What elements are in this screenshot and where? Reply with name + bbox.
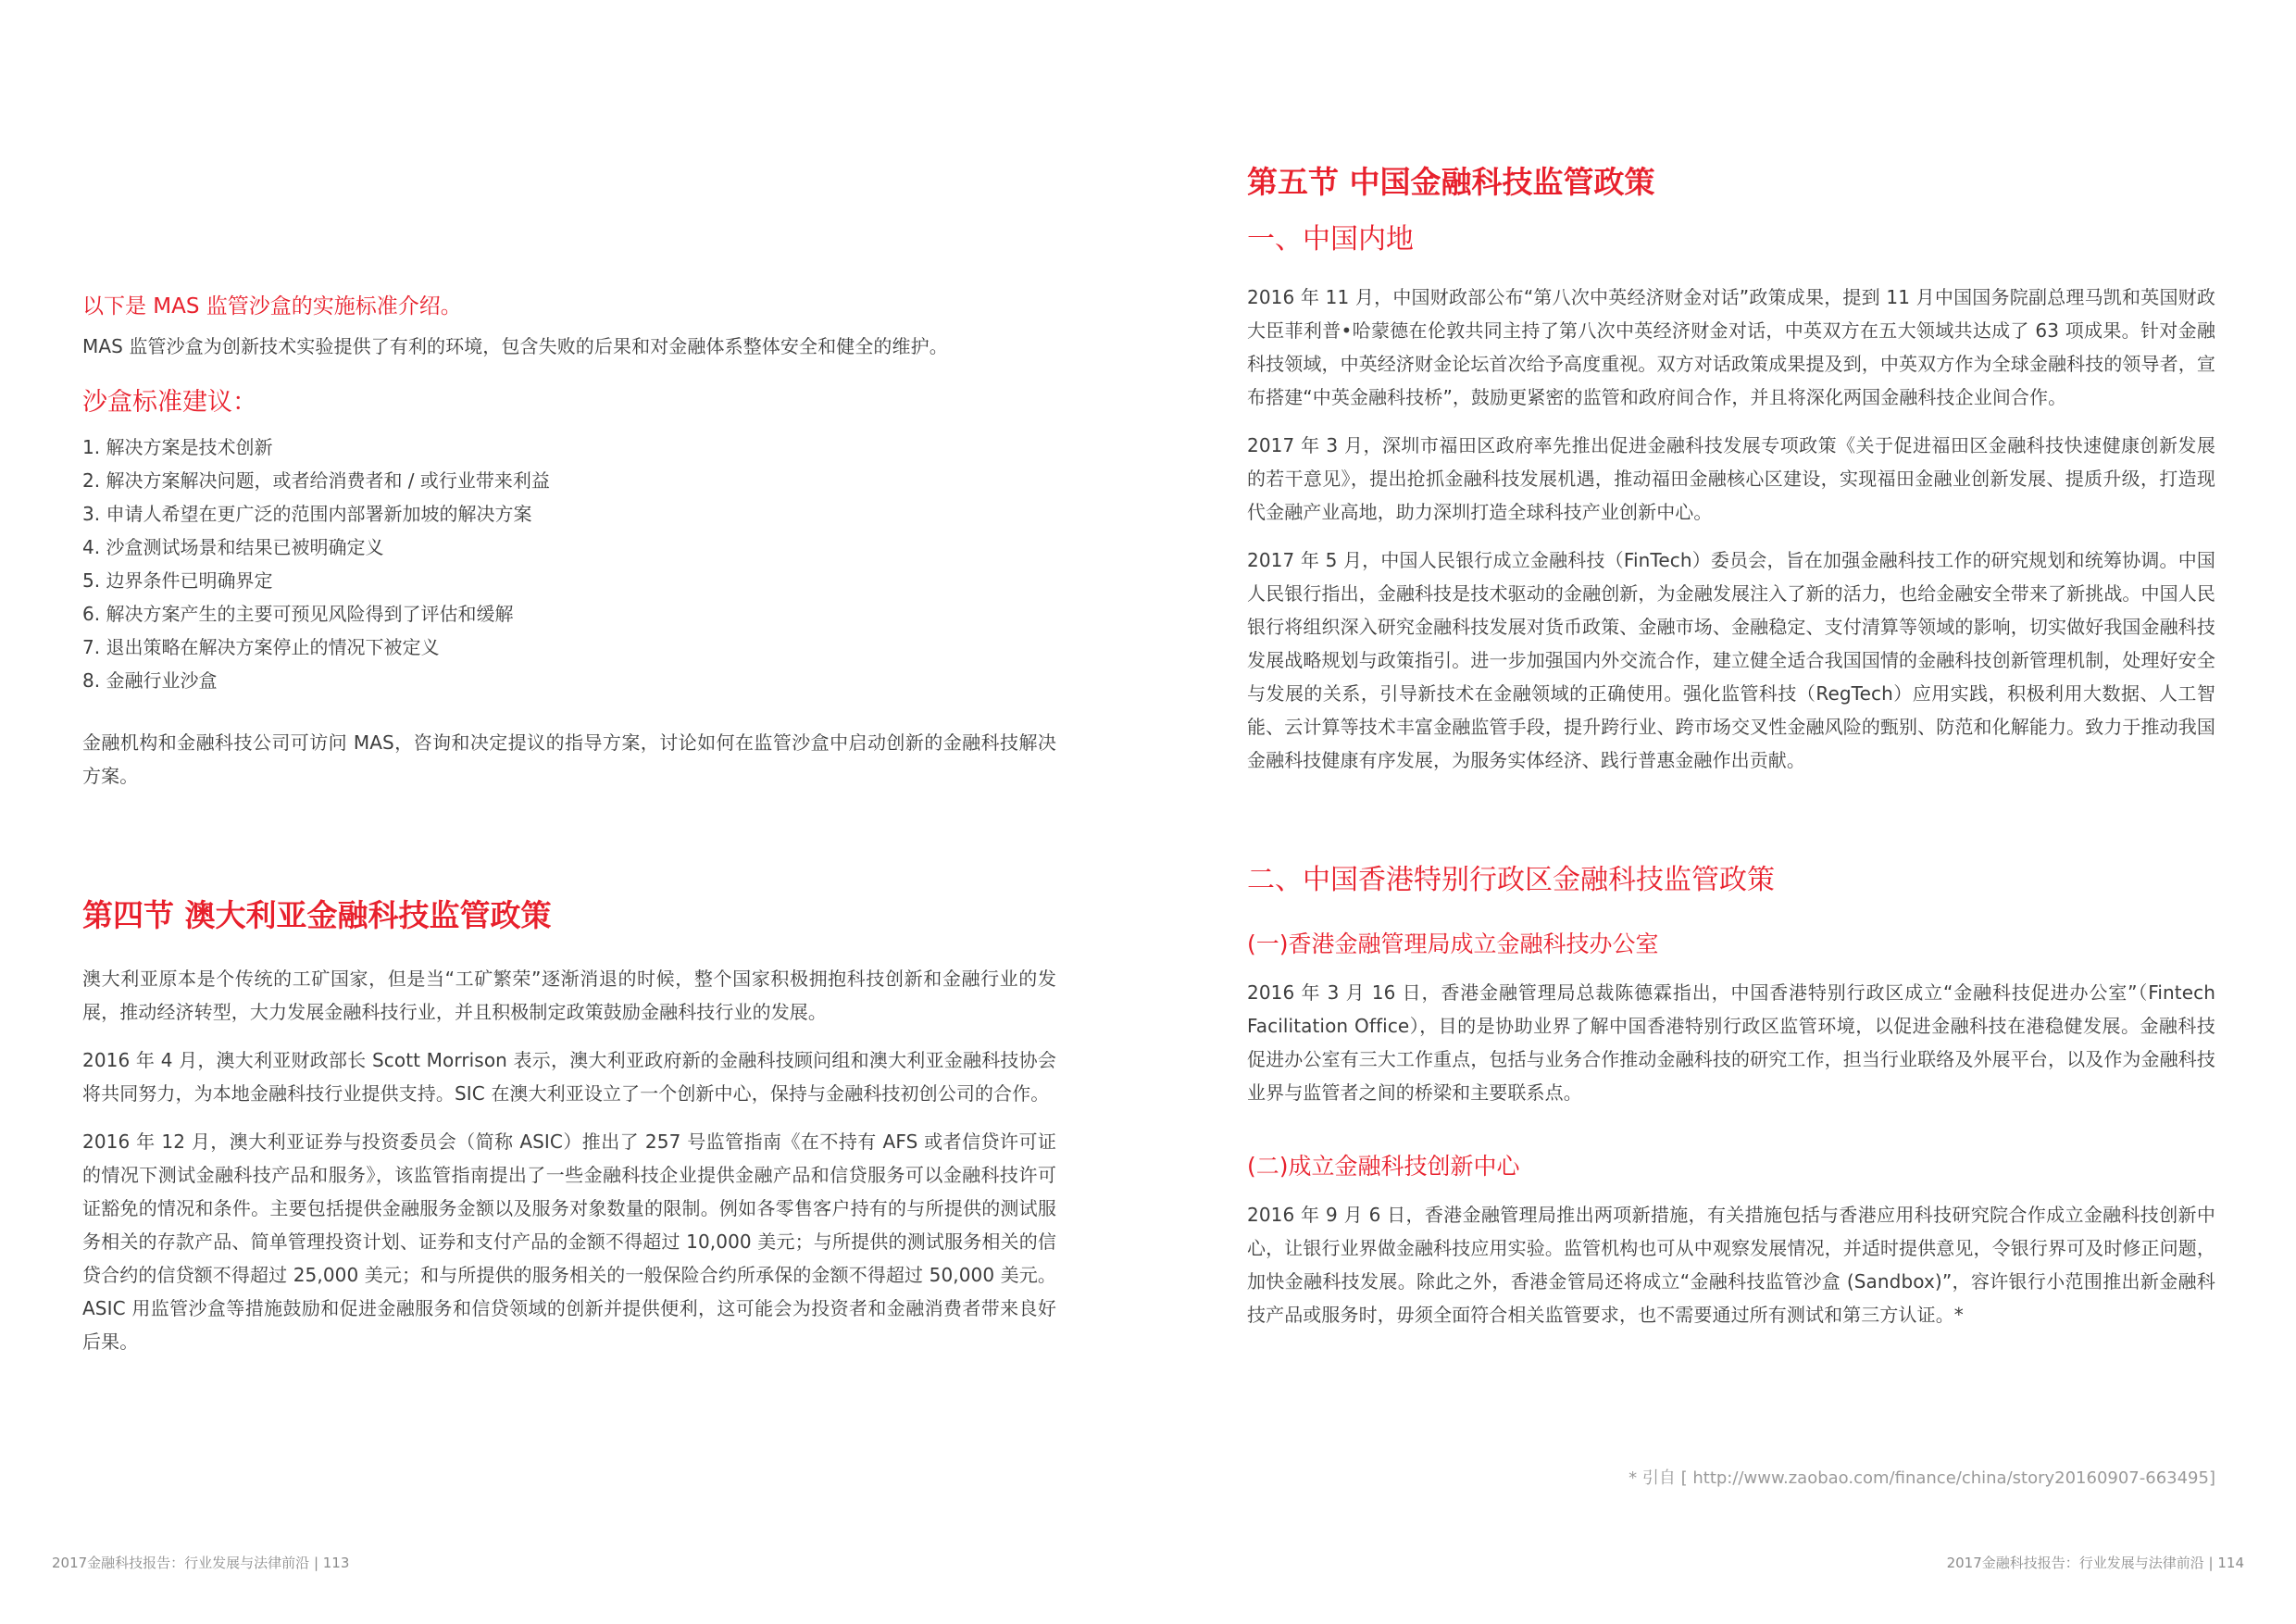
section5-title: 第五节 中国金融科技监管政策 <box>1247 164 1655 200</box>
item1-title: (一)香港金融管理局成立金融科技办公室 <box>1247 931 1659 957</box>
criteria-item: 3. 申请人希望在更广泛的范围内部署新加坡的解决方案 <box>82 503 532 525</box>
section4-paragraph: 2016 年 4 月，澳大利亚财政部长 Scott Morrison 表示，澳大利亚政府新的金融科技顾问组和澳大利亚金融科技协会将共同努力，为本地金融科技行业提供支持。SIC 在澳大利亚设立了一个创新中心，保持与金融科技初创公司的合作。 <box>82 1049 1056 1105</box>
criteria-item: 1. 解决方案是技术创新 <box>82 436 273 458</box>
footer-page-114: 2017金融科技报告：行业发展与法律前沿 | 114 <box>1946 1555 2244 1571</box>
criteria-list <box>82 431 1056 697</box>
section4-title: 第四节 澳大利亚金融科技监管政策 <box>82 897 552 933</box>
criteria-item: 5. 边界条件已明确界定 <box>82 569 273 592</box>
part1-paragraph: 2017 年 3 月，深圳市福田区政府率先推出促进金融科技发展专项政策《关于促进福田区金融科技快速健康创新发展的若干意见》，提出抢抓金融科技发展机遇，推动福田金融核心区建设，实现福田金融业创新发展、提质升级，打造现代金融产业高地，助力深圳打造全球科技产业创新中心。 <box>1247 434 2215 523</box>
part2-title: 二、中国香港特别行政区金融科技监管政策 <box>1247 864 1775 896</box>
criteria-block <box>82 387 1056 697</box>
closing-text: 金融机构和金融科技公司可访问 MAS，咨询和决定提议的指导方案，讨论如何在监管沙盒中启动创新的金融科技解决方案。 <box>82 731 1056 787</box>
part1-paragraph: 2016 年 11 月，中国财政部公布“第八次中英经济财金对话”政策成果，提到 11 月中国国务院副总理马凯和英国财政大臣菲利普•哈蒙德在伦敦共同主持了第八次中英经济财金对话，中英双方在五大领域共达成了 63 项成果。针对金融科技领域，中英经济财金论坛首次给予高度重视。双方对话政策成果提及到，中英双方作为全球金融科技的领导者，宣布搭建“中英金融科技桥”，鼓励更紧密的监管和政府间合作，并且将深化两国金融科技企业间合作。 <box>1247 286 2215 408</box>
criteria-heading: 沙盒标准建议： <box>82 388 257 417</box>
criteria-item: 7. 退出策略在解决方案停止的情况下被定义 <box>82 636 440 658</box>
section4-paragraph: 澳大利亚原本是个传统的工矿国家，但是当“工矿繁荣”逐渐消退的时候，整个国家积极拥抱科技创新和金融行业的发展，推动经济转型，大力发展金融科技行业，并且积极制定政策鼓励金融科技行业的发展。 <box>82 968 1056 1023</box>
item2-title: (二)成立金融科技创新中心 <box>1247 1153 1520 1180</box>
section4 <box>82 896 1056 1358</box>
criteria-item: 8. 金融行业沙盒 <box>82 669 218 692</box>
criteria-item: 6. 解决方案产生的主要可预见风险得到了评估和缓解 <box>82 603 514 625</box>
criteria-item: 2. 解决方案解决问题，或者给消费者和 / 或行业带来利益 <box>82 469 550 492</box>
part1-paragraph: 2017 年 5 月，中国人民银行成立金融科技（FinTech）委员会，旨在加强金融科技工作的研究规划和统筹协调。中国人民银行指出，金融科技是技术驱动的金融创新，为金融发展注入了新的活力，也给金融安全带来了新挑战。中国人民银行将组织深入研究金融科技发展对货币政策、金融市场、金融稳定、支付清算等领域的影响，切实做好我国金融科技发展战略规划与政策指引。进一步加强国内外交流合作，建立健全适合我国国情的金融科技创新管理机制，处理好安全与发展的关系，引导新技术在金融领域的正确使用。强化监管科技（RegTech）应用实践，积极利用大数据、人工智能、云计算等技术丰富金融监管手段，提升跨行业、跨市场交叉性金融风险的甄别、防范和化解能力。致力于推动我国金融科技健康有序发展，为服务实体经济、践行普惠金融作出贡献。 <box>1247 549 2215 771</box>
intro-heading: 以下是 MAS 监管沙盒的实施标准介绍。 <box>82 294 462 319</box>
section5 <box>1247 163 2215 777</box>
section4-paragraph: 2016 年 12 月，澳大利亚证券与投资委员会（简称 ASIC）推出了 257 号监管指南《在不持有 AFS 或者信贷许可证的情况下测试金融科技产品和服务》，该监管指南提出了一些金融科技企业提供金融产品和信贷服务可以金融科技许可证豁免的情况和条件。主要包括提供金融服务金额以及服务对象数量的限制。例如各零售客户持有的与所提供的测试服务相关的存款产品、简单管理投资计划、证券和支付产品的金额不得超过 10,000 美元；与所提供的测试服务相关的信贷合约的信贷额不得超过 25,000 美元；和与所提供的服务相关的一般保险合约所承保的金额不得超过 50,000 美元。ASIC 用监管沙盒等措施鼓励和促进金融服务和信贷领域的创新并提供便利，这可能会为投资者和金融消费者带来良好后果。 <box>82 1131 1056 1353</box>
footer-page-113: 2017金融科技报告：行业发展与法律前沿 | 113 <box>52 1555 350 1571</box>
closing-block <box>82 726 1056 793</box>
footnote: * 引自 [ http://www.zaobao.com/finance/china/story20160907-663495] <box>1628 1468 2215 1488</box>
mas-intro-block <box>82 293 1056 363</box>
part1-title: 一、中国内地 <box>1247 223 1414 256</box>
part2 <box>1247 863 2215 1331</box>
item1-text: 2016 年 3 月 16 日，香港金融管理局总裁陈德霖指出，中国香港特别行政区成立“金融科技促进办公室”（Fintech Facilitation Office），目的是协助业界了解中国香港特别行政区监管环境，以促进金融科技在港稳健发展。金融科技促进办公室有三大工作重点，包括与业务合作推动金融科技的研究工作，担当行业联络及外展平台，以及作为金融科技业界与监管者之间的桥梁和主要联系点。 <box>1247 981 2215 1104</box>
intro-text: MAS 监管沙盒为创新技术实验提供了有利的环境，包含失败的后果和对金融体系整体安全和健全的维护。 <box>82 335 948 357</box>
criteria-item: 4. 沙盒测试场景和结果已被明确定义 <box>82 536 384 558</box>
item2-text: 2016 年 9 月 6 日，香港金融管理局推出两项新措施，有关措施包括与香港应用科技研究院合作成立金融科技创新中心，让银行业界做金融科技应用实验。监管机构也可从中观察发展情况，并适时提供意见，令银行界可及时修正问题，加快金融科技发展。除此之外，香港金管局还将成立“金融科技监管沙盒 (Sandbox)”，容许银行小范围推出新金融科技产品或服务时，毋须全面符合相关监管要求，也不需要通过所有测试和第三方认证。* <box>1247 1204 2215 1326</box>
